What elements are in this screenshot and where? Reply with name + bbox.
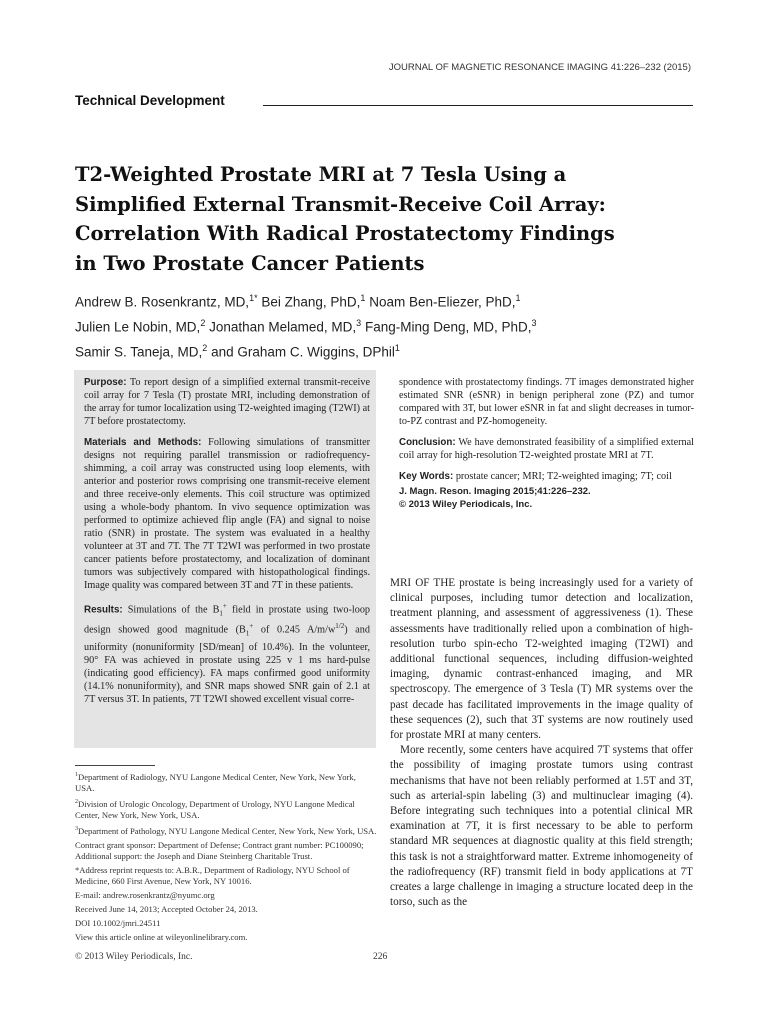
author: and Graham C. Wiggins, DPhil <box>211 344 395 360</box>
abstract-methods <box>84 436 370 592</box>
footnote-text: Division of Urologic Oncology, Department of Urology, NYU Langone Medical Center, New York, New York, USA. <box>75 798 355 820</box>
abstract-results <box>84 600 370 706</box>
footnote-text: View this article online at wileyonlinelibrary.com. <box>75 931 248 942</box>
author-affiliation-marker: 2 <box>200 318 206 328</box>
footnote-text: DOI 10.1002/jmri.24511 <box>75 917 161 928</box>
title-line: Correlation With Radical Prostatectomy Findings <box>75 222 615 245</box>
author-affiliation-marker: 3 <box>356 318 362 328</box>
b1-superscript: + <box>222 602 227 610</box>
journal-citation: J. Magn. Reson. Imaging 2015;41:226–232. <box>399 486 591 497</box>
footnote <box>75 932 377 943</box>
author-affiliation-marker: 1 <box>394 343 400 353</box>
footnote-marker: 3 <box>75 825 78 832</box>
results-text: field in prostate using two-loop design showed good magnitude (B <box>84 604 371 636</box>
author-affiliation-marker: 3 <box>531 318 537 328</box>
b1-subscript: 1 <box>219 609 223 618</box>
footnote <box>75 904 377 915</box>
abstract-right-column <box>399 376 694 511</box>
abstract-keywords <box>399 470 694 483</box>
methods-heading: Materials and Methods: <box>84 437 202 448</box>
methods-text: Following simulations of transmitter designs not requiring parallel transmission or radiofrequency-shimming, a coil array was constructed using loop elements, with anterior and posterior rows comprising one transmit-receive element and three receive-only elements. This coil structure was optimized using a whole-body phantom. In vivo sequence optimization was performed to optimize achieved flip angle (FA) and signal to noise ratio (SNR) in prostate. The system was evaluated in a healthy volunteer at 3T and 7T. The 7T T2WI was performed in two prostate cancer patients before prostatectomy, and localization of dominant tumors was subjectively compared with histopathological findings. Image quality was compared between 3T and 7T in these patients. <box>84 437 371 591</box>
footnotes <box>75 770 377 946</box>
body-paragraph: MRI OF THE prostate is being increasingly used for a variety of clinical purposes, including tumor detection and localization, treatment planning, and assessment of aggressiveness (1). These assessments have traditionally relied upon a combination of high-resolution turbo spin-echo T2-weighted imaging (T2WI) and additional functional sequences, including diffusion-weighted imaging, dynamic contrast-enhanced imaging, and MR spectroscopy. The emergence of 3 Tesla (T) MR systems over the past decade has facilitated improvements in the image quality of these sequences (2), such that 3T systems are now routinely used for prostate MRI at many centers. <box>390 577 693 742</box>
footnote-text: Department of Pathology, NYU Langone Medical Center, New York, New York, USA. <box>78 825 377 836</box>
title-line: T2-Weighted Prostate MRI at 7 Tesla Using a <box>75 163 567 186</box>
results-text: ) and uniformity (nonuniformity [SD/mean] of 10.4%). In the volunteer, 90° FA was achieved in prostate using 225 v 1 ms hard-pulse (indicating good efficiency). FA maps confirmed good uniformity (14.1% nonuniformity), and SNR maps showed SNR gain of 2.1 at 7T versus 3T. In patients, 7T T2WI showed excellent visual corre- <box>84 624 370 705</box>
abstract-results-continued: spondence with prostatectomy findings. 7T images demonstrated higher estimated SNR (eSNR) in benign peripheral zone (PZ) and tumor compared with 3T, but lower eSNR in fat and slight decreases in tumor-to-PZ contrast and PZ-homogeneity. <box>399 377 694 427</box>
footnote <box>75 840 377 862</box>
footnote <box>75 865 377 887</box>
article-title <box>75 160 715 278</box>
author: Samir S. Taneja, MD, <box>75 344 203 360</box>
title-line: Simplified External Transmit-Receive Coil Array: <box>75 192 606 216</box>
footnote-text: Contract grant sponsor: Department of Defense; Contract grant number: PC100090; Additional support: the Joseph and Diane Steinberg Charitable Trust. <box>75 839 364 861</box>
footnote <box>75 797 377 821</box>
author-affiliation-marker: 1 <box>515 293 521 303</box>
body-paragraph: More recently, some centers have acquired 7T systems that offer the possibility of imaging prostate tumors using contrast mechanisms that have not been reliably performed at 1.5T and 3T, such as arterial-spin labeling (3) and multinuclear imaging (4). Before integrating such techniques into a potential clinical MR examination at 7T, it is first necessary to be able to perform standard MR sequences at diagnostic quality at this field strength; this task is not a straightforward matter. Extreme inhomogeneity of the radiofrequency (RF) transmit field in body applications at 7T creates a large challenge in imaging a structure located deep in the torso, such as the <box>390 744 693 909</box>
results-text: Simulations of the B <box>127 604 220 616</box>
title-line: in Two Prostate Cancer Patients <box>75 251 425 275</box>
footnote-marker: 1 <box>75 772 78 778</box>
conclusion-heading: Conclusion: <box>399 437 456 448</box>
footer-copyright: © 2013 Wiley Periodicals, Inc. <box>75 952 193 962</box>
author: Jonathan Melamed, MD, <box>209 319 357 335</box>
abstract-left-column <box>84 376 370 714</box>
section-rule <box>263 105 693 106</box>
purpose-heading: Purpose: <box>84 377 127 388</box>
author: Fang-Ming Deng, MD, PhD, <box>364 319 532 335</box>
footnote-text: Received June 14, 2013; Accepted October 24, 2013. <box>75 903 258 914</box>
author: Noam Ben-Eliezer, PhD, <box>369 294 516 310</box>
keywords-text: prostate cancer; MRI; T2-weighted imaging; 7T; coil <box>455 471 672 482</box>
footnote <box>75 824 377 837</box>
author-affiliation-marker: 2 <box>202 343 208 353</box>
footnote-text: Department of Radiology, NYU Langone Medical Center, New York, New York, USA. <box>75 771 356 793</box>
conclusion-text: We have demonstrated feasibility of a simplified external coil array for high-resolution T2-weighted prostate MRI at 7T. <box>399 437 694 461</box>
footnote-rule <box>75 765 155 766</box>
footnote <box>75 918 377 929</box>
body-text-column <box>390 576 693 910</box>
b1-subscript: 1 <box>245 629 250 638</box>
author-list <box>75 288 715 363</box>
results-text: of 0.245 A/m/w <box>253 624 336 636</box>
abstract-copyright: © 2013 Wiley Periodicals, Inc. <box>399 499 533 510</box>
footnote-marker: 2 <box>75 798 78 805</box>
author-affiliation-marker: 1 <box>360 293 366 303</box>
abstract-conclusion <box>399 436 694 462</box>
footnote-text: E-mail: andrew.rosenkrantz@nyumc.org <box>75 889 215 900</box>
footnote-text: *Address reprint requests to: A.B.R., Department of Radiology, NYU School of Medicine, 660 First Avenue, New York, NY 10016. <box>75 864 350 886</box>
results-heading: Results: <box>84 604 123 616</box>
author: Andrew B. Rosenkrantz, MD, <box>75 294 250 310</box>
b1-superscript: + <box>249 622 254 631</box>
footnote <box>75 770 377 794</box>
page-number: 226 <box>373 952 388 962</box>
section-label: Technical Development <box>75 93 225 108</box>
w-superscript: 1/2 <box>335 622 345 631</box>
section-heading <box>75 93 693 111</box>
author: Julien Le Nobin, MD, <box>75 319 201 335</box>
purpose-text: To report design of a simplified external transmit-receive coil array for 7 Tesla (T) prostate MRI, including demonstration of the array for tumor localization using T2-weighted imaging (T2WI) at 7T before prostatectomy. <box>84 377 370 427</box>
abstract-purpose <box>84 376 370 428</box>
keywords-heading: Key Words: <box>399 471 454 482</box>
author: Bei Zhang, PhD, <box>261 294 361 310</box>
journal-citation-header: JOURNAL OF MAGNETIC RESONANCE IMAGING 41:226–232 (2015) <box>388 62 691 73</box>
footnote <box>75 890 377 901</box>
author-affiliation-marker: 1* <box>249 293 258 303</box>
